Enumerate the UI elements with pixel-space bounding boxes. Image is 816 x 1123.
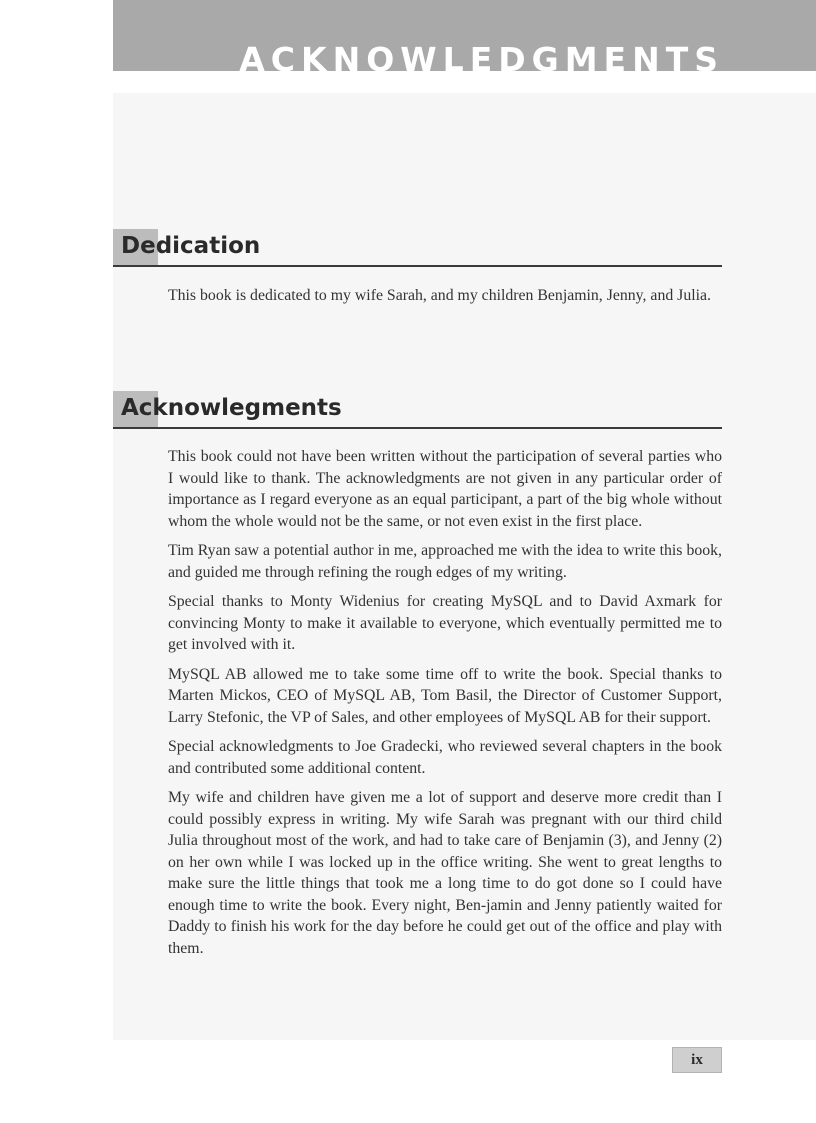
acknowledgments-paragraph-2: Tim Ryan saw a potential author in me, approached me with the idea to write this book, and guided me through refining the rough edges of my writing. — [168, 542, 722, 581]
page-number: ix — [672, 1047, 722, 1073]
acknowledgments-heading-bar — [113, 391, 722, 429]
acknowledgments-paragraph-1: This book could not have been written without the participation of several parties who I would like to thank. The acknowledgments are not given in any particular order of importance as I regard everyone as an equal participant, a part of the big whole without whom the whole would not be the same, or not even exist in the first place. — [168, 448, 722, 530]
dedication-paragraph: This book is dedicated to my wife Sarah, and my children Benjamin, Jenny, and Julia. — [168, 287, 711, 304]
acknowledgments-paragraph-6: My wife and children have given me a lot of support and deserve more credit than I could possibly express in writing. My wife Sarah was pregnant with our third child Julia throughout most of the work, and had to take care of Benjamin (3), and Jenny (2) on her own while I was locked up in the office writing. She went to great lengths to make sure the little things that took me a long time to do got done so I could have enough time to write the book. Every night, Ben-jamin and Jenny patiently waited for Daddy to finish his work for the day before he could get out of the office and play with them. — [168, 789, 722, 957]
dedication-heading-bar — [113, 229, 722, 267]
acknowledgments-paragraph-4: MySQL AB allowed me to take some time off to write the book. Special thanks to Marten Mickos, CEO of MySQL AB, Tom Basil, the Director of Customer Support, Larry Stefonic, the VP of Sales, and other employees of MySQL AB for their support. — [168, 665, 722, 726]
acknowledgments-heading: Acknowlegments — [121, 395, 342, 421]
acknowledgments-paragraph-3: Special thanks to Monty Widenius for creating MySQL and to David Axmark for convincing Monty to make it available to everyone, which eventually permitted me to get involved with it. — [168, 593, 722, 653]
dedication-body — [168, 285, 722, 315]
acknowledgments-body — [168, 446, 722, 967]
chapter-title: ACKNOWLEDGMENTS — [239, 40, 724, 79]
dedication-heading: Dedication — [121, 233, 261, 259]
acknowledgments-paragraph-5: Special acknowledgments to Joe Gradecki, who reviewed several chapters in the book and contributed some additional content. — [168, 738, 722, 777]
